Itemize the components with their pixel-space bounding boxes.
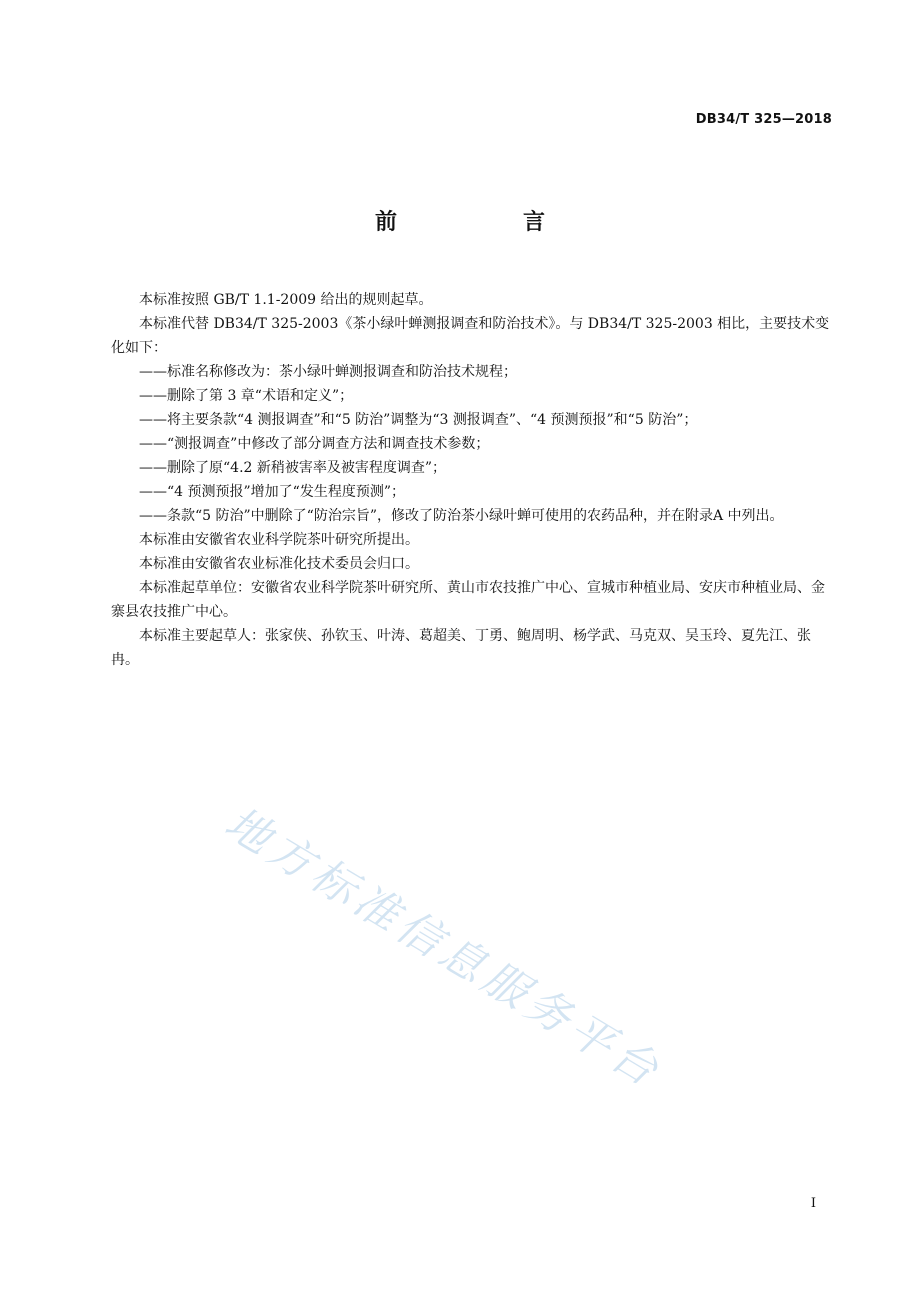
- drafting-units-paragraph: 本标准起草单位：安徽省农业科学院茶叶研究所、黄山市农技推广中心、宣城市种植业局、安庆市种植业局、金寨县农技推广中心。: [111, 580, 825, 620]
- change-item: ——删除了原“4.2 新稍被害率及被害程度调查”；: [139, 460, 447, 476]
- change-item: ——删除了第 3 章“术语和定义”；: [139, 388, 354, 404]
- drafters-paragraph: 本标准主要起草人：张家侠、孙钦玉、叶涛、葛超美、丁勇、鲍周明、杨学武、马克双、吴玉玲、夏先江、张冉。: [111, 628, 811, 668]
- page-number: I: [810, 1196, 816, 1211]
- page-title: 前 言: [374, 210, 597, 235]
- change-item: ——“测报调查”中修改了部分调查方法和调查技术参数；: [139, 436, 490, 452]
- change-item: ——条款“5 防治”中删除了“防治宗旨”，修改了防治茶小绿叶蝉可使用的农药品种，并在附录A 中列出。: [139, 508, 784, 524]
- foreword-body: [111, 288, 836, 672]
- change-item: ——标准名称修改为：茶小绿叶蝉测报调查和防治技术规程；: [139, 364, 517, 380]
- replacement-paragraph: 本标准代替 DB34/T 325-2003《茶小绿叶蝉测报调查和防治技术》。与 DB34/T 325-2003 相比，主要技术变化如下：: [111, 316, 830, 356]
- change-item: ——将主要条款“4 测报调查”和“5 防治”调整为“3 测报调查”、“4 预测预报”和“5 防治”；: [139, 412, 698, 428]
- drafting-rule-paragraph: 本标准按照 GB/T 1.1-2009 给出的规则起草。: [139, 292, 433, 308]
- watermark-text: 地方标准信息服务平台: [216, 797, 671, 1099]
- change-item: ——“4 预测预报”增加了“发生程度预测”；: [139, 484, 405, 500]
- proposer-paragraph: 本标准由安徽省农业科学院茶叶研究所提出。: [139, 532, 419, 548]
- standard-code: DB34/T 325—2018: [695, 112, 832, 127]
- watermark: [216, 760, 756, 1099]
- administrator-paragraph: 本标准由安徽省农业标准化技术委员会归口。: [139, 556, 419, 572]
